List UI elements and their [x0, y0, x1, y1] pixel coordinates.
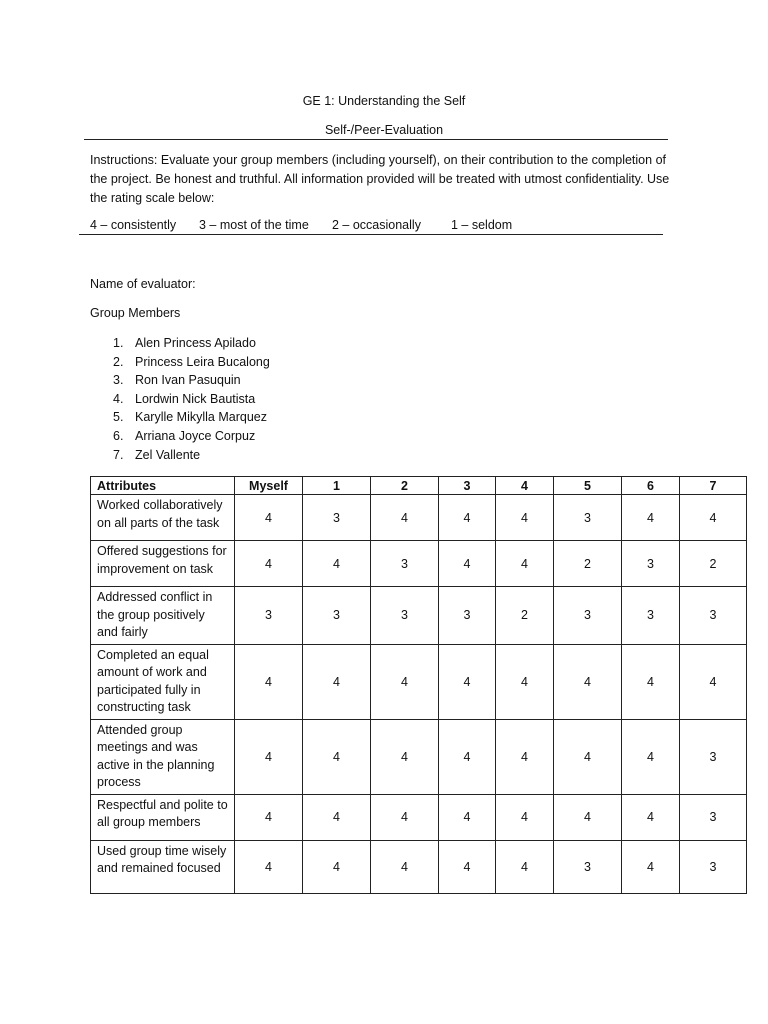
score-cell: 3: [371, 587, 439, 645]
scale-2: 2 – occasionally: [332, 218, 421, 232]
form-title: Self-/Peer-Evaluation: [324, 123, 444, 137]
member-name: Zel Vallente: [135, 447, 201, 462]
header-member-7: 7: [680, 477, 747, 495]
score-cell: 3: [554, 840, 622, 893]
member-list: [113, 334, 270, 464]
table-row: [91, 495, 747, 541]
member-name: Alen Princess Apilado: [135, 336, 256, 350]
score-cell: 4: [554, 794, 622, 840]
score-cell: 4: [439, 719, 496, 794]
score-cell: 4: [371, 840, 439, 893]
score-cell: 3: [554, 495, 622, 541]
score-cell: 4: [680, 644, 747, 719]
list-item: [113, 334, 270, 353]
score-cell: 3: [622, 587, 680, 645]
score-cell: 3: [680, 719, 747, 794]
header-member-5: 5: [554, 477, 622, 495]
score-cell: 4: [371, 719, 439, 794]
score-cell: 3: [680, 840, 747, 893]
score-cell: 4: [622, 644, 680, 719]
score-cell: 4: [439, 495, 496, 541]
list-item: [113, 371, 270, 390]
score-cell: 4: [439, 541, 496, 587]
table-row: [91, 644, 747, 719]
member-name: Karylle Mikylla Marquez: [135, 410, 267, 425]
score-cell: 4: [622, 495, 680, 541]
score-cell: 4: [554, 644, 622, 719]
score-cell: 4: [496, 644, 554, 719]
score-cell: 4: [622, 794, 680, 840]
score-cell: 3: [680, 587, 747, 645]
score-cell: 2: [554, 541, 622, 587]
score-cell: 4: [303, 719, 371, 794]
list-item: [113, 446, 270, 465]
score-cell: 3: [554, 587, 622, 645]
member-number: 4.: [113, 391, 124, 406]
table-header-row: [91, 477, 747, 495]
score-cell: 4: [496, 541, 554, 587]
evaluator-label: Name of evaluator:: [90, 277, 196, 291]
evaluation-table: [90, 476, 747, 894]
score-cell: 4: [622, 719, 680, 794]
score-cell: 4: [235, 719, 303, 794]
score-cell: 4: [235, 541, 303, 587]
member-name: Lordwin Nick Bautista: [135, 391, 256, 406]
member-number: 7.: [113, 447, 124, 462]
table-row: [91, 794, 747, 840]
score-cell: 3: [303, 587, 371, 645]
score-cell: 4: [303, 644, 371, 719]
score-cell: 4: [235, 794, 303, 840]
attribute-cell: Worked collaboratively on all parts of the task: [91, 495, 235, 541]
score-cell: 3: [371, 541, 439, 587]
header-member-1: 1: [303, 477, 371, 495]
table-row: [91, 719, 747, 794]
title-divider: [84, 139, 668, 140]
score-cell: 4: [371, 644, 439, 719]
list-item: [113, 353, 270, 372]
score-cell: 4: [303, 794, 371, 840]
score-cell: 4: [496, 495, 554, 541]
header-member-2: 2: [371, 477, 439, 495]
member-number: 2.: [113, 354, 124, 369]
score-cell: 4: [371, 794, 439, 840]
header-member-6: 6: [622, 477, 680, 495]
attribute-cell: Attended group meetings and was active in the planning process: [91, 719, 235, 794]
score-cell: 3: [439, 587, 496, 645]
score-cell: 4: [439, 644, 496, 719]
member-name: Ron Ivan Pasuquin: [135, 373, 241, 388]
attribute-cell: Completed an equal amount of work and participated fully in constructing task: [91, 644, 235, 719]
score-cell: 3: [622, 541, 680, 587]
attribute-cell: Offered suggestions for improvement on task: [91, 541, 235, 587]
member-number: 5.: [113, 410, 124, 425]
header-myself: Myself: [235, 477, 303, 495]
scale-3: 3 – most of the time: [199, 218, 309, 232]
score-cell: 4: [439, 840, 496, 893]
score-cell: 4: [496, 794, 554, 840]
score-cell: 4: [303, 541, 371, 587]
member-number: 6.: [113, 428, 124, 443]
score-cell: 4: [554, 719, 622, 794]
header-attributes: Attributes: [91, 477, 235, 495]
score-cell: 4: [235, 495, 303, 541]
score-cell: 4: [235, 644, 303, 719]
members-heading: Group Members: [90, 306, 181, 320]
member-name: Arriana Joyce Corpuz: [135, 428, 256, 443]
header-member-3: 3: [439, 477, 496, 495]
scale-4: 4 – consistently: [90, 218, 177, 232]
instructions-text: Instructions: Evaluate your group members (including yourself), on their contribution to the completion of the project. Be honest and truthful. All information provided will be treated with utmost confidentiality. Use the rating scale below:: [90, 153, 670, 205]
scale-divider: [79, 234, 663, 235]
score-cell: 3: [680, 794, 747, 840]
course-title: GE 1: Understanding the Self: [302, 94, 466, 108]
table-row: [91, 541, 747, 587]
attribute-cell: Addressed conflict in the group positively and fairly: [91, 587, 235, 645]
list-item: [113, 408, 270, 427]
member-number: 3.: [113, 373, 124, 388]
score-cell: 4: [496, 840, 554, 893]
table-row: [91, 840, 747, 893]
scale-1: 1 – seldom: [451, 218, 513, 232]
score-cell: 2: [680, 541, 747, 587]
table-row: [91, 587, 747, 645]
score-cell: 2: [496, 587, 554, 645]
score-cell: 4: [622, 840, 680, 893]
score-cell: 4: [303, 840, 371, 893]
attribute-cell: Respectful and polite to all group members: [91, 794, 235, 840]
score-cell: 4: [235, 840, 303, 893]
attribute-cell: Used group time wisely and remained focused: [91, 840, 235, 893]
score-cell: 4: [439, 794, 496, 840]
list-item: [113, 390, 270, 409]
member-number: 1.: [113, 336, 124, 350]
score-cell: 4: [496, 719, 554, 794]
score-cell: 3: [303, 495, 371, 541]
score-cell: 4: [371, 495, 439, 541]
header-member-4: 4: [496, 477, 554, 495]
member-name: Princess Leira Bucalong: [135, 354, 270, 369]
score-cell: 4: [680, 495, 747, 541]
list-item: [113, 427, 270, 446]
score-cell: 3: [235, 587, 303, 645]
